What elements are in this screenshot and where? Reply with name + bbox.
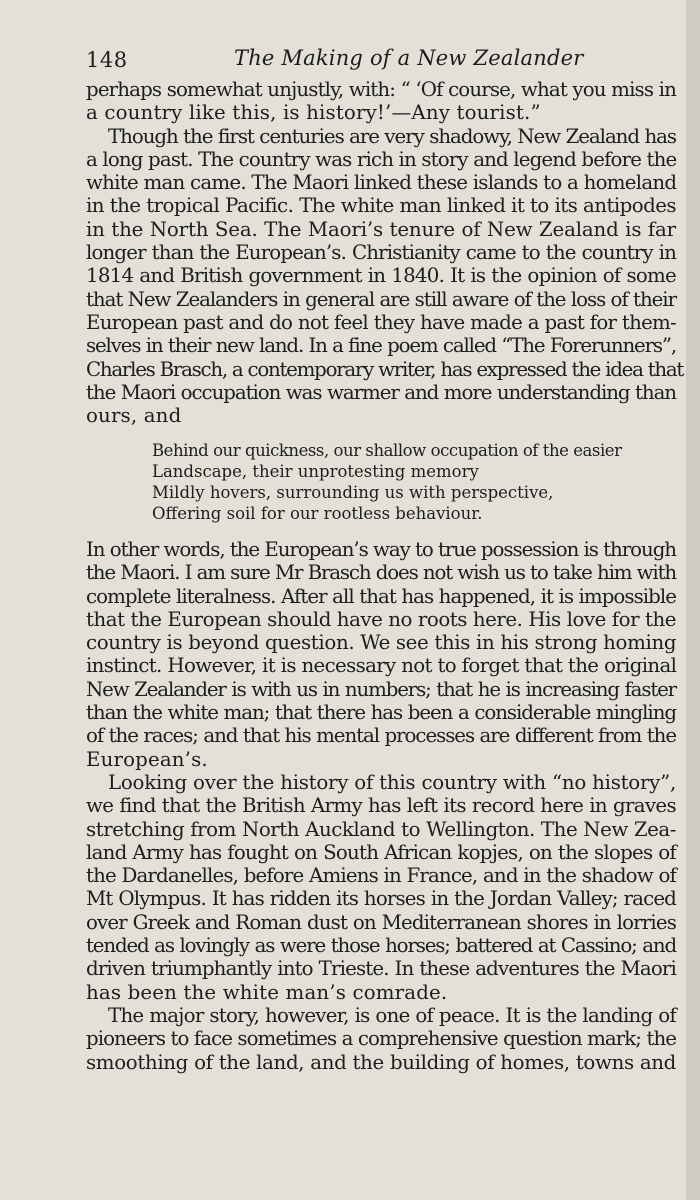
body-text-lower bbox=[86, 538, 676, 1074]
quote-line: Offering soil for our rootless behaviour. bbox=[152, 504, 483, 523]
quote-line: Behind our quickness, our shallow occupation of the easier bbox=[152, 441, 622, 460]
text-line: complete literalness. After all that has happened, it is impossible bbox=[86, 584, 676, 608]
text-line: smoothing of the land, and the building of homes, towns and bbox=[86, 1050, 676, 1074]
text-line: than the white man; that there has been a considerable mingling bbox=[86, 701, 676, 725]
text-line: Charles Brasch, a contemporary writer, has expressed the idea that bbox=[86, 357, 684, 381]
text-line: selves in their new land. In a fine poem called “The Forerunners”, bbox=[86, 334, 676, 358]
text-line: we find that the British Army has left its record here in graves bbox=[86, 794, 676, 818]
text-line: that the European should have no roots here. His love for the bbox=[86, 607, 676, 631]
body-text-upper bbox=[86, 78, 684, 428]
text-line: European past and do not feel they have made a past for them- bbox=[86, 310, 676, 334]
text-line: of the races; and that his mental processes are different from the bbox=[86, 724, 676, 748]
text-line: country is beyond question. We see this in his strong homing bbox=[86, 631, 677, 655]
quote-line: Mildly hovers, surrounding us with perspective, bbox=[152, 483, 554, 502]
text-line: In other words, the European’s way to true possession is through bbox=[86, 538, 676, 561]
text-line: the Maori. I am sure Mr Brasch does not wish us to take him with bbox=[86, 561, 676, 585]
text-line: in the North Sea. The Maori’s tenure of New Zealand is far bbox=[86, 217, 676, 241]
text-line: instinct. However, it is necessary not to forget that the original bbox=[86, 654, 677, 678]
text-line: tended as lovingly as were those horses; battered at Cassino; and bbox=[86, 934, 676, 958]
text-line: that New Zealanders in general are still aware of the loss of their bbox=[86, 287, 676, 311]
text-line: a long past. The country was rich in story and legend before the bbox=[86, 147, 677, 171]
text-line: in the tropical Pacific. The white man linked it to its antipodes bbox=[86, 194, 676, 218]
text-line: Mt Olympus. It has ridden its horses in the Jordan Valley; raced bbox=[86, 887, 676, 911]
page-number: 148 bbox=[86, 48, 128, 72]
text-line: Though the first centuries are very shadowy, New Zealand has bbox=[108, 124, 676, 148]
text-line: The major story, however, is one of peace. It is the landing of bbox=[108, 1003, 676, 1027]
text-line: Looking over the history of this country with “no history”, bbox=[108, 770, 676, 794]
text-line: the Dardanelles, before Amiens in France, and in the shadow of bbox=[86, 864, 676, 888]
text-line: longer than the European’s. Christianity came to the country in bbox=[86, 241, 676, 265]
text-line: the Maori occupation was warmer and more understanding than bbox=[86, 380, 676, 404]
text-line: ours, and bbox=[86, 404, 182, 428]
text-line: driven triumphantly into Trieste. In these adventures the Maori bbox=[86, 957, 676, 981]
running-title: The Making of a New Zealander bbox=[234, 46, 584, 70]
text-line: stretching from North Auckland to Wellington. The New Zea- bbox=[86, 817, 676, 841]
text-line: has been the white man’s comrade. bbox=[86, 980, 448, 1004]
text-line: pioneers to face sometimes a comprehensive question mark; the bbox=[86, 1027, 676, 1051]
text-line: land Army has fought on South African kopjes, on the slopes of bbox=[86, 840, 676, 864]
running-header bbox=[86, 44, 676, 76]
text-line: New Zealander is with us in numbers; that he is increasing faster bbox=[86, 677, 676, 701]
text-line: perhaps somewhat unjustly, with: “ ‘Of course, what you miss in bbox=[86, 78, 676, 101]
text-line: over Greek and Roman dust on Mediterranean shores in lorries bbox=[86, 910, 676, 934]
page-edge bbox=[686, 0, 700, 1200]
text-line: European’s. bbox=[86, 747, 208, 771]
quote-line: Landscape, their unprotesting memory bbox=[152, 462, 479, 481]
text-line: a country like this, is history!’—Any tourist.” bbox=[86, 101, 541, 125]
text-line: 1814 and British government in 1840. It is the opinion of some bbox=[86, 264, 676, 288]
poem-quotation bbox=[152, 440, 622, 524]
text-line: white man came. The Maori linked these islands to a homeland bbox=[86, 171, 677, 195]
